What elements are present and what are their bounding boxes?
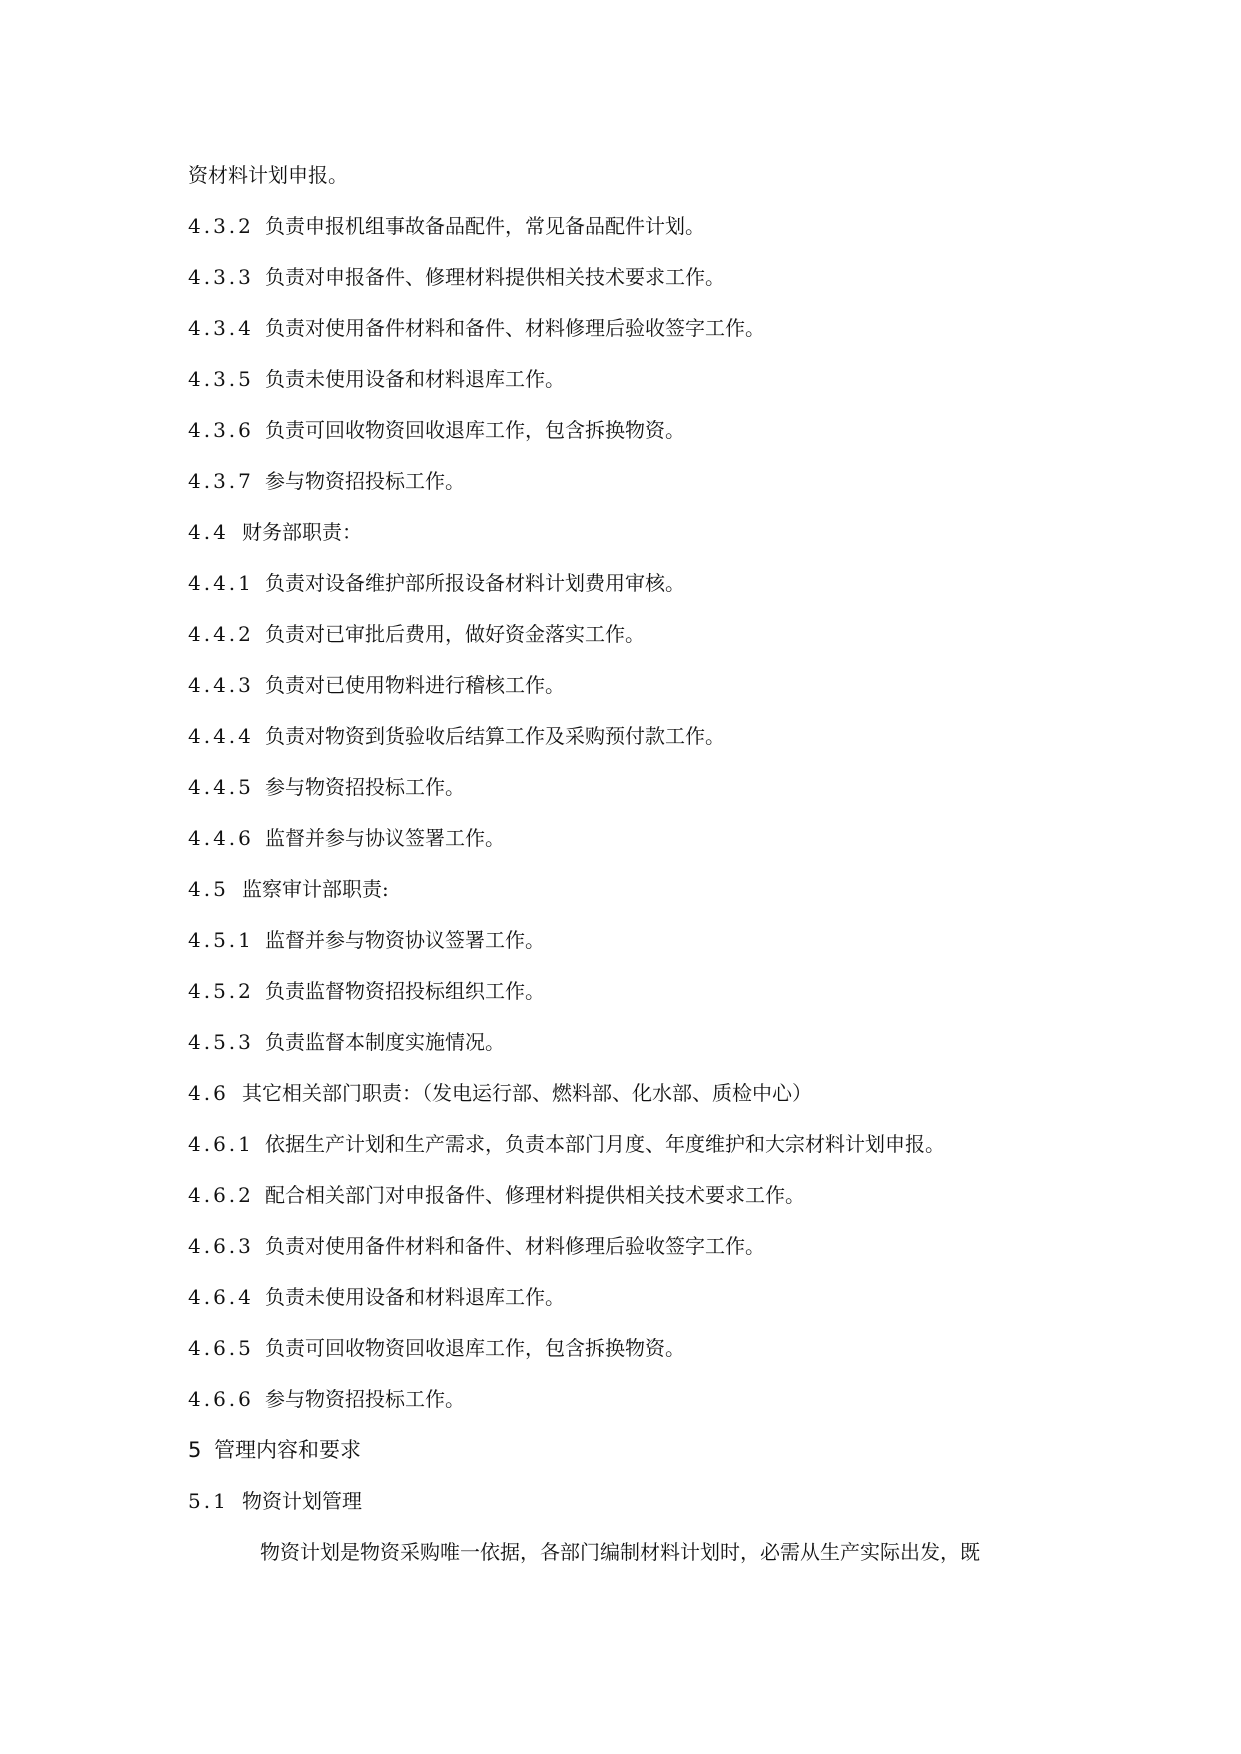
section-number: 5: [188, 1438, 205, 1462]
item-text: 配合相关部门对申报备件、修理材料提供相关技术要求工作。: [265, 1183, 805, 1207]
list-item: [188, 264, 725, 290]
item-number: 4.4.1: [188, 571, 254, 595]
list-item: [188, 570, 685, 596]
item-text: 负责未使用设备和材料退库工作。: [265, 367, 565, 391]
section-5-1-heading: [188, 1488, 362, 1514]
item-text: 监督并参与协议签署工作。: [265, 826, 505, 850]
item-number: 4.4.5: [188, 775, 254, 799]
item-text: 负责对物资到货验收后结算工作及采购预付款工作。: [265, 724, 725, 748]
list-item: [188, 1182, 805, 1208]
item-text: 参与物资招投标工作。: [265, 1387, 465, 1411]
item-number: 4.4: [188, 520, 229, 544]
body-paragraph: [260, 1539, 980, 1565]
item-text: 参与物资招投标工作。: [265, 775, 465, 799]
list-item: [188, 1233, 765, 1259]
item-text: 负责对已使用物料进行稽核工作。: [265, 673, 565, 697]
list-item: [188, 1029, 505, 1055]
item-number: 4.4.3: [188, 673, 254, 697]
item-number: 4.6.3: [188, 1234, 254, 1258]
list-item: [188, 213, 705, 239]
item-number: 4.3.3: [188, 265, 254, 289]
section-title: 物资计划管理: [242, 1489, 362, 1513]
item-number: 4.3.6: [188, 418, 254, 442]
list-item: [188, 1131, 945, 1157]
item-text: 监督并参与物资协议签署工作。: [265, 928, 545, 952]
list-item: [188, 417, 685, 443]
item-text: 负责对设备维护部所报设备材料计划费用审核。: [265, 571, 685, 595]
item-text: 其它相关部门职责：（发电运行部、燃料部、化水部、质检中心）: [242, 1081, 812, 1105]
item-number: 4.3.7: [188, 469, 254, 493]
item-number: 4.6.6: [188, 1387, 254, 1411]
item-text: 监察审计部职责:: [242, 877, 389, 901]
list-item: [188, 825, 505, 851]
item-number: 4.3.4: [188, 316, 254, 340]
list-item: [188, 774, 465, 800]
item-number: 4.6: [188, 1081, 229, 1105]
list-item: [188, 672, 565, 698]
line-text: 资材料计划申报。: [188, 163, 348, 187]
paragraph-text: 物资计划是物资采购唯一依据，各部门编制材料计划时，必需从生产实际出发，既: [260, 1540, 980, 1564]
list-item: [188, 927, 545, 953]
section-title: 管理内容和要求: [214, 1438, 361, 1462]
item-text: 负责监督物资招投标组织工作。: [265, 979, 545, 1003]
item-text: 依据生产计划和生产需求，负责本部门月度、年度维护和大宗材料计划申报。: [265, 1132, 945, 1156]
item-text: 负责监督本制度实施情况。: [265, 1030, 505, 1054]
section-5-heading: [188, 1437, 361, 1463]
item-text: 负责未使用设备和材料退库工作。: [265, 1285, 565, 1309]
section-heading: [188, 1080, 812, 1106]
item-number: 4.6.1: [188, 1132, 254, 1156]
item-number: 4.6.2: [188, 1183, 254, 1207]
item-number: 4.6.4: [188, 1285, 254, 1309]
list-item: [188, 1335, 685, 1361]
item-number: 4.4.2: [188, 622, 254, 646]
item-number: 4.5.1: [188, 928, 254, 952]
item-number: 4.6.5: [188, 1336, 254, 1360]
item-text: 负责对使用备件材料和备件、材料修理后验收签字工作。: [265, 316, 765, 340]
item-number: 4.5: [188, 877, 229, 901]
item-text: 参与物资招投标工作。: [265, 469, 465, 493]
item-text: 负责对使用备件材料和备件、材料修理后验收签字工作。: [265, 1234, 765, 1258]
list-item: [188, 468, 465, 494]
item-text: 负责对申报备件、修理材料提供相关技术要求工作。: [265, 265, 725, 289]
list-item: [188, 1284, 565, 1310]
list-item: [188, 723, 725, 749]
item-number: 4.4.6: [188, 826, 254, 850]
section-number: 5.1: [188, 1489, 229, 1513]
list-item: [188, 621, 645, 647]
section-heading: [188, 519, 362, 545]
item-text: 负责可回收物资回收退库工作，包含拆换物资。: [265, 418, 685, 442]
item-text: 负责申报机组事故备品配件，常见备品配件计划。: [265, 214, 705, 238]
list-item: [188, 366, 565, 392]
item-number: 4.3.5: [188, 367, 254, 391]
list-item: [188, 978, 545, 1004]
item-number: 4.4.4: [188, 724, 254, 748]
list-item: [188, 1386, 465, 1412]
item-number: 4.5.2: [188, 979, 254, 1003]
list-item: [188, 315, 765, 341]
item-text: 负责可回收物资回收退库工作，包含拆换物资。: [265, 1336, 685, 1360]
text-line: [188, 162, 348, 188]
item-number: 4.5.3: [188, 1030, 254, 1054]
item-number: 4.3.2: [188, 214, 254, 238]
item-text: 财务部职责：: [242, 520, 362, 544]
section-heading: [188, 876, 389, 902]
item-text: 负责对已审批后费用，做好资金落实工作。: [265, 622, 645, 646]
